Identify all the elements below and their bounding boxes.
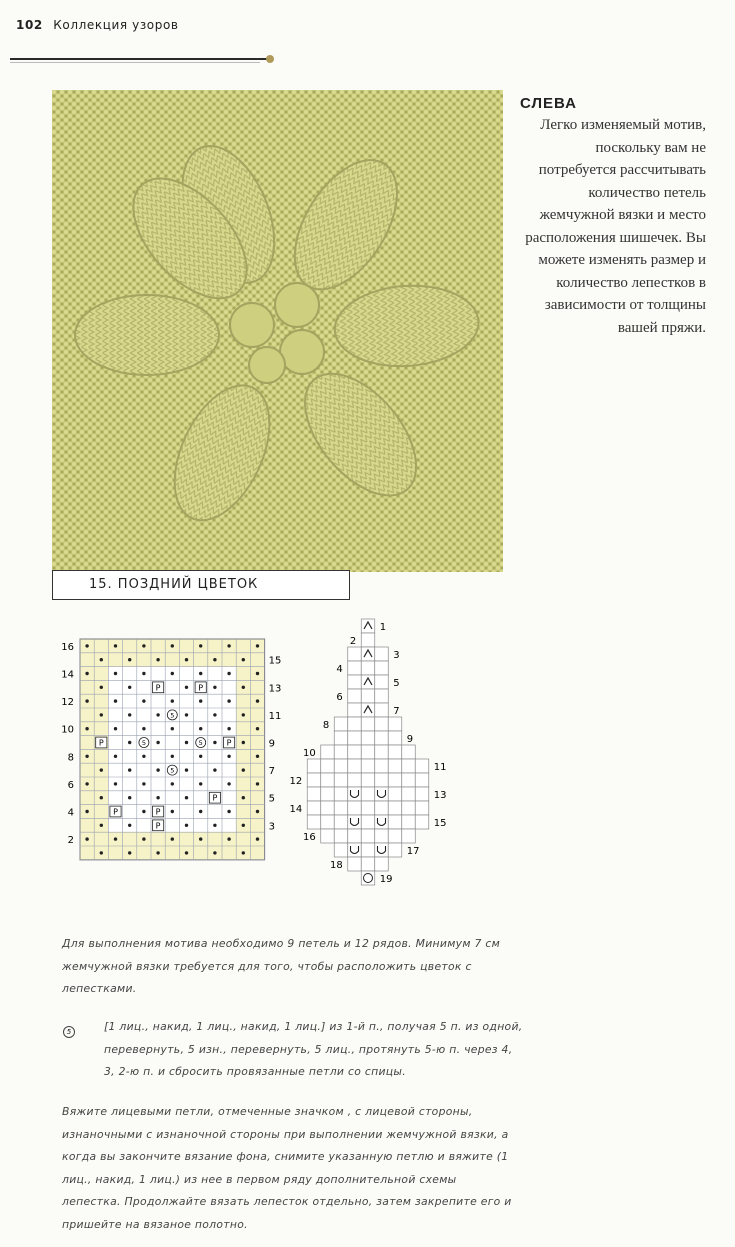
petal-chart-grid bbox=[290, 619, 447, 885]
seed-dot bbox=[242, 768, 245, 771]
row-number-right: 3 bbox=[268, 821, 275, 833]
petal-cell bbox=[361, 815, 375, 829]
petal-cell bbox=[402, 801, 416, 815]
petal-cell bbox=[402, 815, 416, 829]
petal-cell bbox=[361, 829, 375, 843]
petal-cell bbox=[348, 675, 362, 689]
bobble-symbol: 5 bbox=[141, 739, 146, 747]
petal-cell bbox=[361, 689, 375, 703]
petal-cell bbox=[321, 759, 335, 773]
seed-dot bbox=[227, 644, 230, 647]
petal-cell bbox=[415, 815, 429, 829]
row-number-left: 8 bbox=[67, 752, 74, 764]
petal-row-number-left: 2 bbox=[349, 636, 357, 647]
petal-cell bbox=[375, 759, 389, 773]
petal-cell bbox=[334, 829, 348, 843]
petal-cell bbox=[375, 787, 389, 801]
seed-dot bbox=[256, 699, 259, 702]
cast-on-icon bbox=[364, 874, 373, 883]
bobble-symbol: 5 bbox=[170, 766, 175, 775]
seed-dot bbox=[114, 699, 117, 702]
petal-cell bbox=[388, 773, 402, 787]
petal-cell bbox=[334, 731, 348, 745]
petal-row-number-left: 12 bbox=[289, 776, 303, 787]
seed-dot bbox=[185, 658, 188, 661]
seed-dot bbox=[142, 810, 145, 813]
petal-cell bbox=[348, 857, 362, 871]
petal-cell bbox=[375, 675, 389, 689]
seed-dot bbox=[114, 672, 117, 675]
petal-cell bbox=[334, 745, 348, 759]
row-number-left: 16 bbox=[61, 641, 74, 653]
seed-dot bbox=[142, 644, 145, 647]
seed-dot bbox=[128, 686, 131, 689]
seed-dot bbox=[213, 713, 216, 716]
seed-dot bbox=[156, 713, 159, 716]
seed-dot bbox=[114, 782, 117, 785]
seed-dot bbox=[242, 686, 245, 689]
petal-row-number-right: 11 bbox=[433, 762, 447, 773]
purl-symbol: P bbox=[155, 683, 161, 693]
seed-dot bbox=[156, 768, 159, 771]
petal-cell bbox=[307, 773, 321, 787]
seed-dot bbox=[85, 644, 88, 647]
bobble-symbol-icon: 5 bbox=[63, 1026, 75, 1038]
petal-row-number-right: 9 bbox=[406, 734, 414, 745]
petal-cell bbox=[361, 773, 375, 787]
petal-cell bbox=[321, 829, 335, 843]
instructions-intro: Для выполнения мотива необходимо 9 петель и 12 рядов. Минимум 7 см жемчужной вязки требуется для того, чтобы расположить цветок с лепестками. bbox=[62, 937, 501, 995]
seed-dot bbox=[256, 672, 259, 675]
seed-dot bbox=[242, 796, 245, 799]
petal-cell bbox=[348, 829, 362, 843]
seed-dot bbox=[128, 768, 131, 771]
seed-dot bbox=[185, 768, 188, 771]
petal-cell bbox=[388, 717, 402, 731]
seed-dot bbox=[85, 699, 88, 702]
seed-dot bbox=[256, 782, 259, 785]
petal-cell bbox=[334, 787, 348, 801]
seed-dot bbox=[171, 810, 174, 813]
petal-cell bbox=[375, 661, 389, 675]
purl-symbol: P bbox=[98, 738, 104, 748]
seed-dot bbox=[142, 727, 145, 730]
seed-dot bbox=[142, 755, 145, 758]
seed-dot bbox=[85, 672, 88, 675]
seed-dot bbox=[114, 837, 117, 840]
petal-cell bbox=[321, 801, 335, 815]
seed-dot bbox=[128, 824, 131, 827]
petal-cell bbox=[375, 689, 389, 703]
petal-cell bbox=[375, 829, 389, 843]
seed-dot bbox=[227, 672, 230, 675]
petal-cell bbox=[361, 745, 375, 759]
seed-dot bbox=[100, 768, 103, 771]
seed-dot bbox=[242, 741, 245, 744]
seed-dot bbox=[142, 782, 145, 785]
seed-dot bbox=[185, 686, 188, 689]
petal-cell bbox=[307, 815, 321, 829]
main-chart-grid bbox=[61, 639, 281, 860]
petal-cell bbox=[388, 759, 402, 773]
seed-dot bbox=[227, 727, 230, 730]
petal-cell bbox=[415, 759, 429, 773]
seed-dot bbox=[185, 796, 188, 799]
seed-dot bbox=[242, 824, 245, 827]
seed-dot bbox=[199, 727, 202, 730]
seed-dot bbox=[128, 658, 131, 661]
petal-cell bbox=[348, 689, 362, 703]
seed-dot bbox=[171, 755, 174, 758]
seed-dot bbox=[128, 851, 131, 854]
petal-cell bbox=[321, 815, 335, 829]
seed-dot bbox=[156, 658, 159, 661]
row-number-right: 7 bbox=[268, 766, 275, 778]
seed-dot bbox=[199, 672, 202, 675]
petal-cell bbox=[415, 801, 429, 815]
petal-cell bbox=[388, 843, 402, 857]
purl-symbol: P bbox=[198, 683, 204, 693]
seed-dot bbox=[142, 699, 145, 702]
petal-cell bbox=[388, 815, 402, 829]
petal-cell bbox=[361, 717, 375, 731]
seed-dot bbox=[199, 837, 202, 840]
seed-dot bbox=[85, 755, 88, 758]
seed-dot bbox=[256, 755, 259, 758]
petal-row-number-right: 7 bbox=[393, 706, 400, 717]
seed-dot bbox=[242, 851, 245, 854]
petal-cell bbox=[375, 843, 389, 857]
seed-dot bbox=[213, 741, 216, 744]
seed-dot bbox=[256, 727, 259, 730]
seed-dot bbox=[114, 644, 117, 647]
seed-dot bbox=[199, 755, 202, 758]
seed-dot bbox=[242, 658, 245, 661]
seed-dot bbox=[227, 699, 230, 702]
seed-dot bbox=[156, 851, 159, 854]
row-number-right: 15 bbox=[268, 655, 282, 667]
petal-row-number-right: 19 bbox=[379, 874, 393, 885]
petal-cell bbox=[348, 843, 362, 857]
seed-dot bbox=[185, 713, 188, 716]
sidebar-text: Легко изменяемый мотив, поскольку вам не потребуется рассчитывать количество петель жемчужной вязки и место расположения шишечек. Вы можете изменять размер и количество лепестков в зависимости от толщины вашей пряжи. bbox=[525, 117, 706, 336]
petal-cell bbox=[307, 801, 321, 815]
purl-symbol: P bbox=[155, 807, 161, 817]
seed-dot bbox=[128, 796, 131, 799]
seed-dot bbox=[171, 837, 174, 840]
seed-dot bbox=[227, 755, 230, 758]
petal-cell bbox=[348, 759, 362, 773]
petal-cell bbox=[307, 787, 321, 801]
petal-cell bbox=[375, 857, 389, 871]
row-number-left: 14 bbox=[61, 669, 74, 681]
petal-cell bbox=[402, 745, 416, 759]
seed-dot bbox=[227, 837, 230, 840]
row-number-left: 6 bbox=[67, 779, 74, 791]
petal-cell bbox=[348, 717, 362, 731]
petal-cell bbox=[348, 801, 362, 815]
petal-cell bbox=[348, 661, 362, 675]
petal-row-number-left: 14 bbox=[289, 804, 303, 815]
petal-cell bbox=[402, 759, 416, 773]
figure-caption: 15. ПОЗДНИЙ ЦВЕТОК bbox=[89, 577, 259, 592]
petal-cell bbox=[361, 661, 375, 675]
petal-cell bbox=[361, 801, 375, 815]
row-number-left: 10 bbox=[61, 724, 74, 736]
seed-dot bbox=[199, 644, 202, 647]
petal-cell bbox=[361, 759, 375, 773]
petal-row-number-right: 15 bbox=[433, 818, 447, 829]
petal-cell bbox=[415, 787, 429, 801]
petal-cell bbox=[321, 745, 335, 759]
purl-symbol: P bbox=[155, 821, 161, 831]
petal-cell bbox=[321, 787, 335, 801]
petal-row-number-left: 8 bbox=[322, 720, 330, 731]
row-number-left: 2 bbox=[67, 835, 74, 847]
seed-dot bbox=[171, 782, 174, 785]
seed-dot bbox=[100, 796, 103, 799]
petal-cell bbox=[375, 717, 389, 731]
seed-dot bbox=[227, 810, 230, 813]
petal-cell bbox=[307, 759, 321, 773]
sidebar-heading: СЛЕВА bbox=[520, 95, 577, 112]
seed-dot bbox=[213, 851, 216, 854]
petal-cell bbox=[375, 703, 389, 717]
petal-row-number-right: 17 bbox=[406, 846, 420, 857]
bobble-symbol: 5 bbox=[198, 739, 203, 747]
petal-cell bbox=[388, 745, 402, 759]
seed-dot bbox=[242, 713, 245, 716]
seed-dot bbox=[114, 755, 117, 758]
seed-dot bbox=[199, 699, 202, 702]
petal-row-number-right: 3 bbox=[393, 650, 400, 661]
petal-cell bbox=[375, 745, 389, 759]
seed-dot bbox=[100, 686, 103, 689]
seed-dot bbox=[142, 672, 145, 675]
seed-dot bbox=[171, 699, 174, 702]
row-number-left: 12 bbox=[61, 697, 74, 709]
seed-dot bbox=[171, 727, 174, 730]
petal-row-number-left: 16 bbox=[303, 832, 316, 843]
petal-cell bbox=[361, 633, 375, 647]
petal-cell bbox=[375, 815, 389, 829]
petal-row-number-left: 4 bbox=[336, 664, 343, 675]
bobble-symbol: 5 bbox=[170, 711, 175, 720]
petal-cell bbox=[402, 829, 416, 843]
seed-dot bbox=[171, 672, 174, 675]
seed-dot bbox=[256, 837, 259, 840]
seed-dot bbox=[100, 851, 103, 854]
petal-cell bbox=[402, 787, 416, 801]
seed-dot bbox=[85, 810, 88, 813]
section-title: Коллекция узоров bbox=[53, 18, 179, 32]
seed-dot bbox=[185, 824, 188, 827]
purl-symbol: P bbox=[212, 793, 218, 803]
row-number-right: 13 bbox=[268, 683, 282, 695]
row-number-right: 11 bbox=[268, 710, 282, 722]
seed-dot bbox=[199, 782, 202, 785]
row-number-left: 4 bbox=[67, 807, 74, 819]
petal-cell bbox=[361, 731, 375, 745]
seed-dot bbox=[128, 713, 131, 716]
petal-cell bbox=[361, 857, 375, 871]
seed-dot bbox=[213, 768, 216, 771]
petal-row-number-right: 1 bbox=[379, 622, 387, 633]
seed-dot bbox=[156, 796, 159, 799]
purl-symbol: P bbox=[113, 807, 118, 817]
petal-cell bbox=[348, 773, 362, 787]
petal-cell bbox=[334, 801, 348, 815]
seed-dot bbox=[199, 810, 202, 813]
seed-dot bbox=[227, 782, 230, 785]
petal-cell bbox=[334, 759, 348, 773]
seed-dot bbox=[185, 741, 188, 744]
petal-cell bbox=[402, 773, 416, 787]
seed-dot bbox=[100, 713, 103, 716]
petal-cell bbox=[361, 843, 375, 857]
instructions-outro: Вяжите лицевыми петли, отмеченные значком , с лицевой стороны, изнаночными с изнаночной стороны при выполнении жемчужной вязки, а когда вы закончите вязание фона, снимите указанную петлю и вяжите (1 лиц., накид, 1 лиц.) из нее в первом ряду дополнительной схемы лепестка. Продолжайте вязать лепесток отдельно, затем закрепите его и пришейте на вязаное полотно. bbox=[62, 1105, 512, 1231]
seed-dot bbox=[171, 644, 174, 647]
petal-row-number-right: 13 bbox=[433, 790, 447, 801]
seed-dot bbox=[213, 658, 216, 661]
seed-dot bbox=[256, 810, 259, 813]
seed-dot bbox=[100, 658, 103, 661]
petal-row-number-left: 10 bbox=[303, 748, 316, 759]
petal-cell bbox=[348, 745, 362, 759]
seed-dot bbox=[85, 837, 88, 840]
seed-dot bbox=[128, 741, 131, 744]
petal-cell bbox=[334, 843, 348, 857]
petal-cell bbox=[348, 815, 362, 829]
petal-cell bbox=[375, 801, 389, 815]
seed-dot bbox=[185, 851, 188, 854]
petal-cell bbox=[388, 731, 402, 745]
petal-cell bbox=[375, 647, 389, 661]
petal-cell bbox=[348, 787, 362, 801]
row-number-right: 5 bbox=[268, 793, 275, 805]
petal-cell bbox=[415, 773, 429, 787]
seed-dot bbox=[85, 727, 88, 730]
petal-cell bbox=[388, 801, 402, 815]
seed-dot bbox=[100, 824, 103, 827]
petal-cell bbox=[375, 731, 389, 745]
petal-cell bbox=[321, 773, 335, 787]
seed-dot bbox=[85, 782, 88, 785]
purl-symbol: P bbox=[226, 738, 232, 748]
seed-dot bbox=[213, 824, 216, 827]
seed-dot bbox=[156, 741, 159, 744]
petal-cell bbox=[388, 829, 402, 843]
seed-dot bbox=[213, 686, 216, 689]
petal-cell bbox=[348, 703, 362, 717]
seed-dot bbox=[142, 837, 145, 840]
page-number: 102 bbox=[16, 18, 43, 32]
seed-dot bbox=[114, 727, 117, 730]
seed-dot bbox=[256, 644, 259, 647]
petal-row-number-right: 5 bbox=[393, 678, 400, 689]
petal-cell bbox=[348, 647, 362, 661]
petal-cell bbox=[334, 773, 348, 787]
petal-row-number-left: 6 bbox=[336, 692, 343, 703]
row-number-right: 9 bbox=[268, 738, 275, 750]
petal-cell bbox=[375, 773, 389, 787]
instructions-bobble: [1 лиц., накид, 1 лиц., накид, 1 лиц.] из 1-й п., получая 5 п. из одной, перевернуть, 5 изн., перевернуть, 5 лиц., протянуть 5-ю п. через 4, 3, 2-ю п. и сбросить провязанные петли со спицы. bbox=[104, 1020, 523, 1078]
petal-row-number-left: 18 bbox=[330, 860, 343, 871]
petal-cell bbox=[334, 815, 348, 829]
petal-cell bbox=[348, 731, 362, 745]
petal-cell bbox=[388, 787, 402, 801]
petal-cell bbox=[361, 787, 375, 801]
petal-cell bbox=[334, 717, 348, 731]
